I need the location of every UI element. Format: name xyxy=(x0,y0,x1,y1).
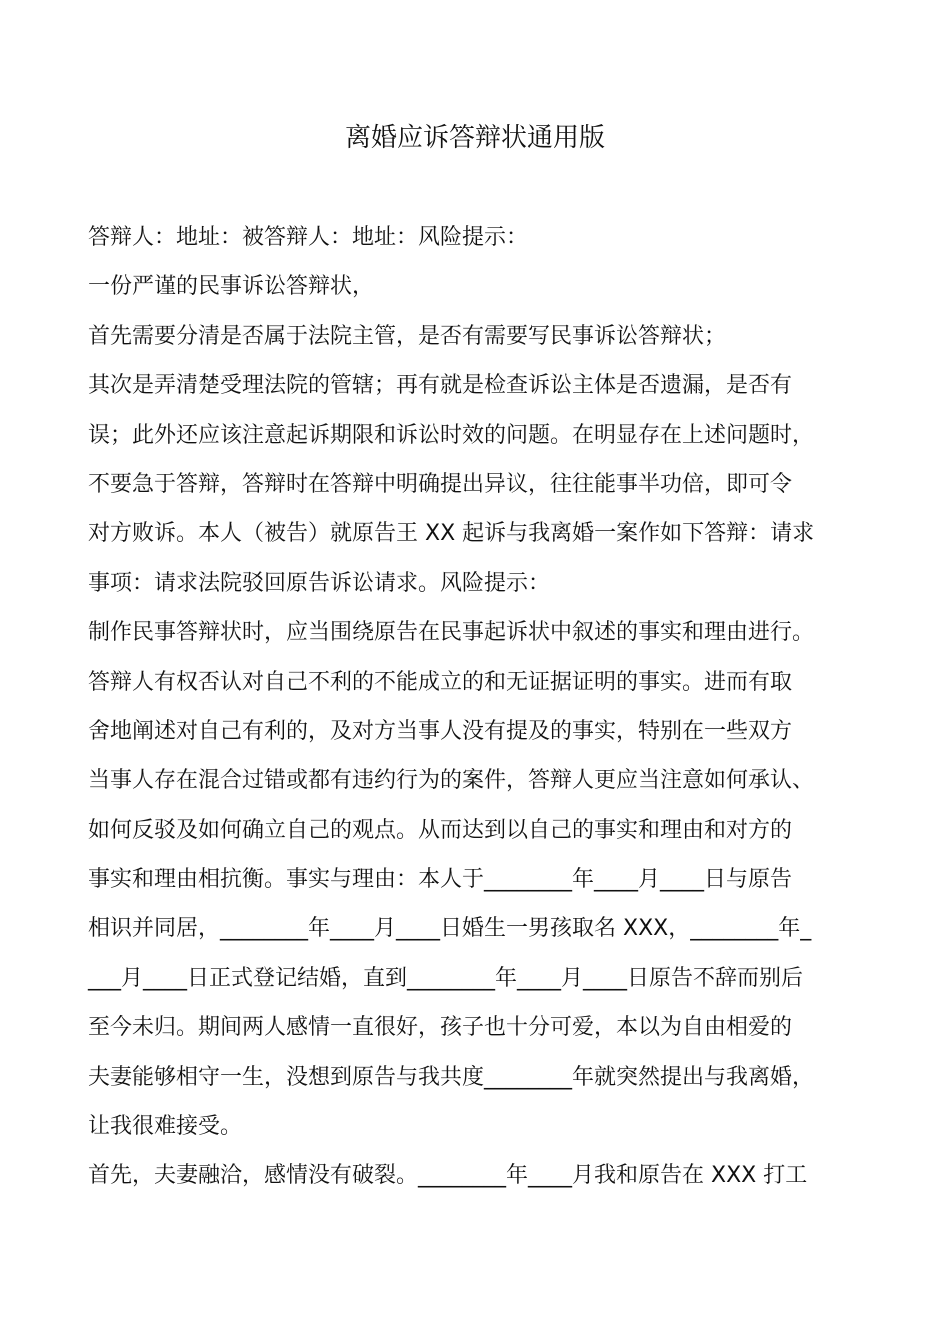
body-line: 事实和理由相抗衡。事实与理由：本人于________年____月____日与原告 xyxy=(88,867,793,893)
body-line: 对方败诉。本人（被告）就原告王 XX 起诉与我离婚一案作如下答辩：请求 xyxy=(88,521,815,547)
body-line: 不要急于答辩，答辩时在答辩中明确提出异议，往往能事半功倍，即可令 xyxy=(88,471,793,497)
body-line: 让我很难接受。 xyxy=(88,1114,243,1140)
body-line: 首先需要分清是否属于法院主管，是否有需要写民事诉讼答辩状； xyxy=(88,323,727,349)
body-line: 舍地阐述对自己有利的，及对方当事人没有提及的事实，特别在一些双方 xyxy=(88,718,793,744)
body-line: 制作民事答辩状时，应当围绕原告在民事起诉状中叙述的事实和理由进行。 xyxy=(88,620,815,646)
body-line: 如何反驳及如何确立自己的观点。从而达到以自己的事实和理由和对方的 xyxy=(88,817,793,843)
page-title: 离婚应诉答辩状通用版 xyxy=(344,123,605,153)
body-line: 夫妻能够相守一生，没想到原告与我共度________年就突然提出与我离婚， xyxy=(88,1064,815,1090)
body-line: ___月____日正式登记结婚，直到________年____月____日原告不辞而别后 xyxy=(88,965,804,991)
body-line: 事项：请求法院驳回原告诉讼请求。风险提示： xyxy=(88,570,551,596)
body-line: 其次是弄清楚受理法院的管辖；再有就是检查诉讼主体是否遗漏，是否有 xyxy=(88,373,793,399)
body-line: 至今未归。期间两人感情一直很好，孩子也十分可爱，本以为自由相爱的 xyxy=(88,1015,793,1041)
body-line: 一份严谨的民事诉讼答辩状， xyxy=(88,274,375,300)
document-body xyxy=(88,218,878,1206)
body-line: 答辩人有权否认对自己不利的不能成立的和无证据证明的事实。进而有取 xyxy=(88,669,793,695)
body-line: 误；此外还应该注意起诉期限和诉讼时效的问题。在明显存在上述问题时， xyxy=(88,422,815,448)
body-line: 当事人存在混合过错或都有违约行为的案件，答辩人更应当注意如何承认、 xyxy=(88,768,815,794)
body-line: 答辩人：地址：被答辩人：地址：风险提示： xyxy=(88,225,529,250)
body-line: 首先，夫妻融洽，感情没有破裂。________年____月我和原告在 XXX 打工 xyxy=(88,1163,808,1189)
body-line: 相识并同居，________年____月____日婚生一男孩取名 XXX，________年_ xyxy=(88,916,812,942)
